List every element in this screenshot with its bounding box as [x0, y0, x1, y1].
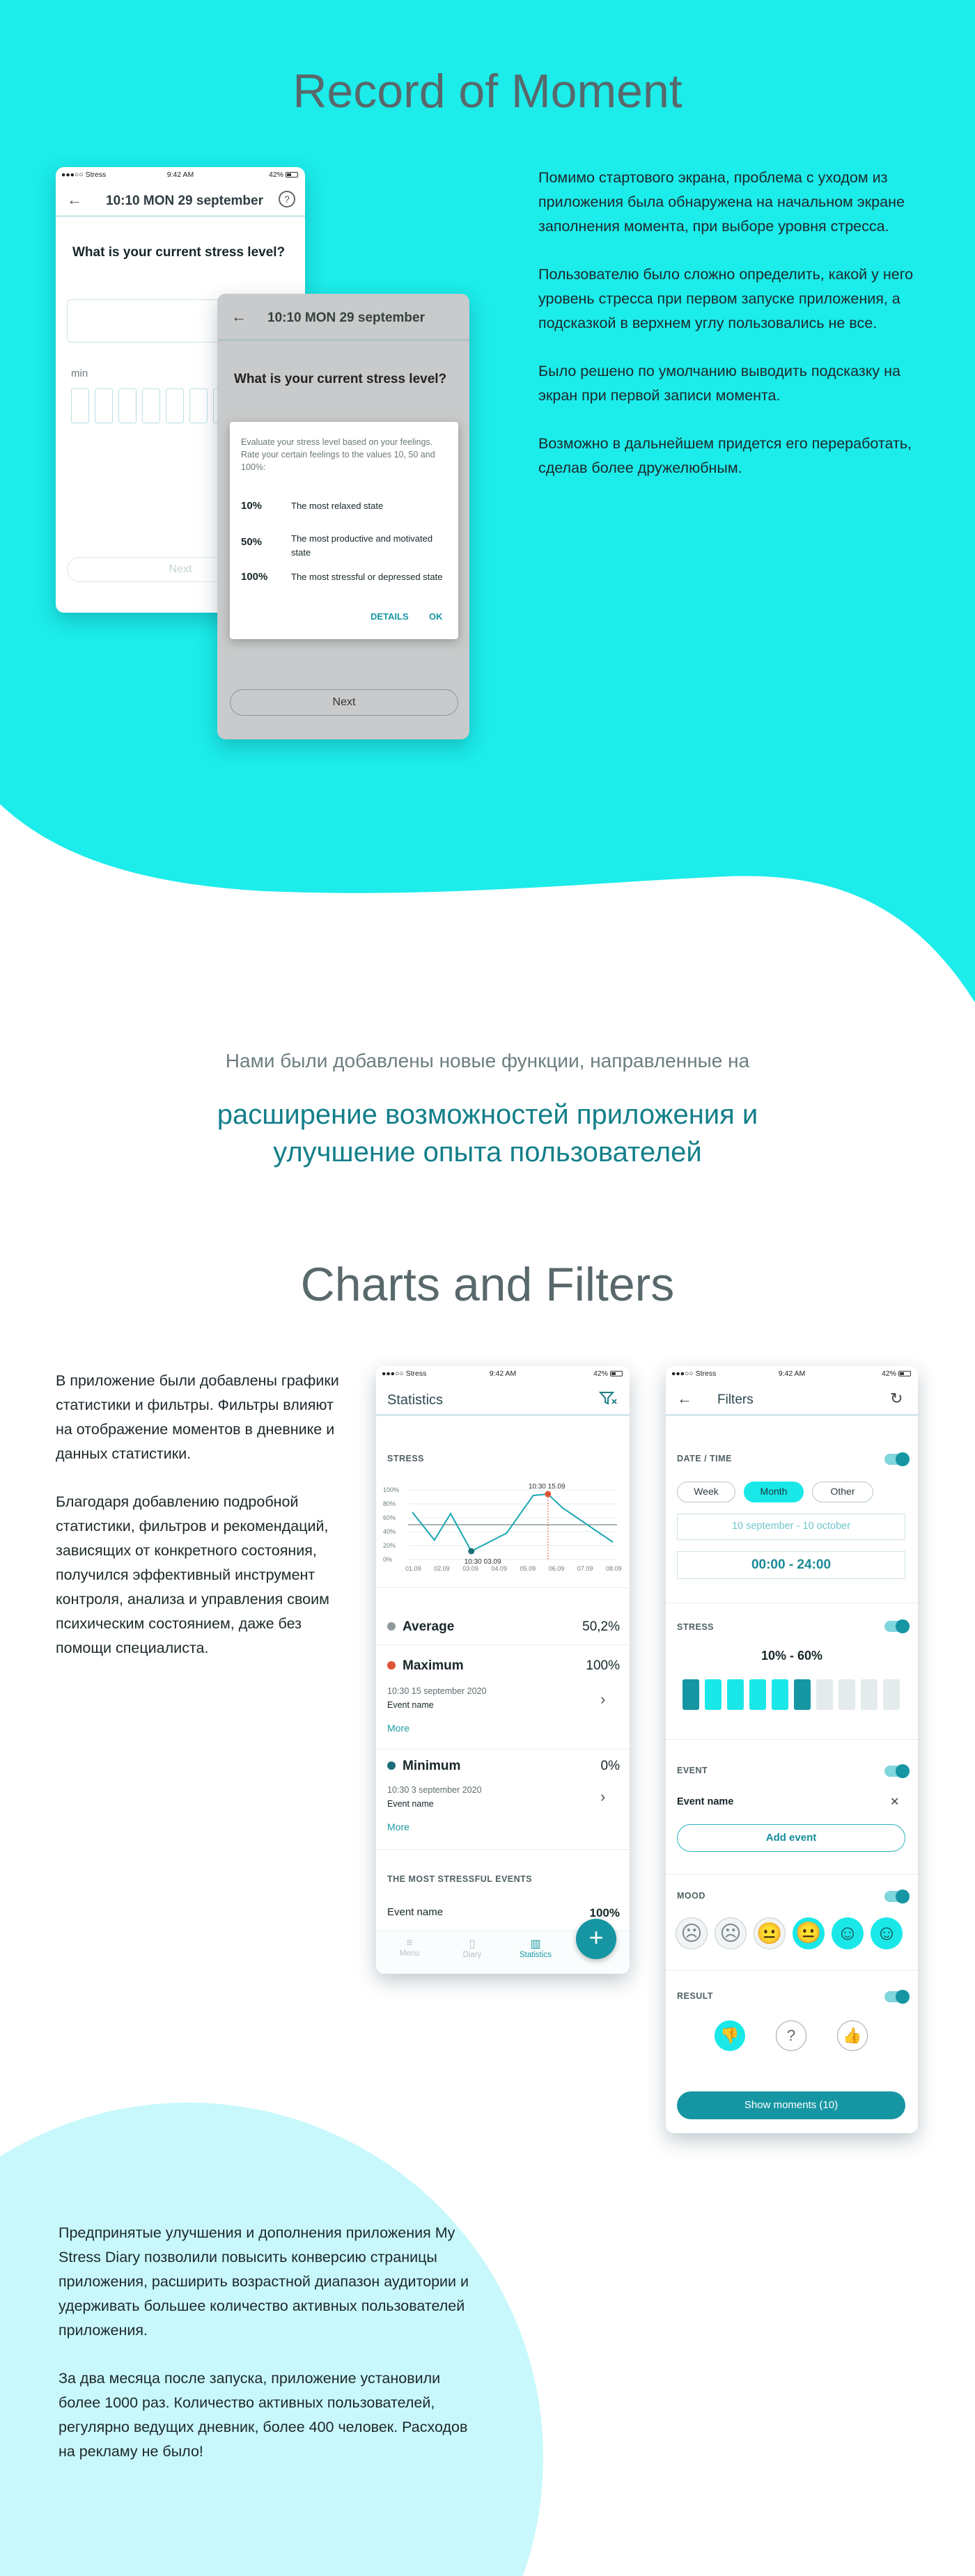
mood-selector[interactable] — [676, 1917, 912, 1952]
minimum-row: Minimum 0% — [387, 1759, 620, 1774]
maximum-dot — [387, 1661, 396, 1670]
date-time-label: DATE / TIME — [677, 1454, 732, 1463]
paragraph: Благодаря добавлению подробной статистики, фильтров и рекомендаций, зависящих от конкретного состояния, получился эффективный инструмент контроля, анализа и управления своим психическим состоянием, даже без помощи специалиста. — [56, 1493, 329, 1656]
x-tick-label: 02.09 — [434, 1565, 450, 1572]
minimum-value: 0% — [600, 1759, 620, 1773]
y-tick-label: 60% — [383, 1514, 396, 1521]
y-tick-label: 100% — [383, 1486, 400, 1493]
paragraph: Возможно в дальнейшем придется его переработать, сделав более дружелюбным. — [538, 435, 912, 476]
ok-button[interactable]: OK — [429, 611, 443, 622]
back-arrow-icon[interactable]: ← — [677, 1390, 692, 1407]
maximum-row: Maximum 100% — [387, 1658, 620, 1674]
stress-level-cell[interactable] — [838, 1679, 855, 1710]
status-bar: ●●●○○ Stress 9:42 AM 42% — [376, 1366, 630, 1380]
nav-menu[interactable]: ≡ Menu — [396, 1937, 423, 1958]
maximum-value: 100% — [586, 1658, 620, 1673]
app-bar — [376, 1380, 630, 1416]
stress-question: What is your current stress level? — [72, 245, 286, 260]
event-toggle[interactable] — [884, 1766, 908, 1777]
stress-level-cell[interactable] — [772, 1679, 788, 1710]
next-button-disabled[interactable]: Next — [67, 557, 294, 582]
section-title-charts: Charts and Filters — [300, 1258, 675, 1311]
stressful-event-row[interactable]: Event name 100% — [387, 1906, 620, 1919]
neutral-face-icon[interactable]: 😐 — [793, 1917, 825, 1949]
stress-level-cell[interactable] — [749, 1679, 766, 1710]
phone-stress-hint — [217, 294, 469, 739]
x-tick-label: 04.09 — [491, 1565, 507, 1572]
filter-icon[interactable] — [599, 1391, 617, 1406]
question-icon[interactable]: ? — [776, 2020, 806, 2051]
paragraph: За два месяца после запуска, приложение установили более 1000 раз. Количество активных пользователей, регулярно ведущих дневник, более 400 человек. Расходов на рекламу не было! — [58, 2370, 468, 2460]
chip-other[interactable]: Other — [812, 1482, 873, 1502]
mood-toggle[interactable] — [884, 1891, 908, 1902]
max-data-label: 10:30 15.09 — [528, 1483, 566, 1491]
stress-level-cell[interactable] — [794, 1679, 811, 1710]
section1-text — [538, 166, 928, 480]
stress-level-cell[interactable] — [861, 1679, 878, 1710]
reset-icon[interactable]: ↻ — [890, 1390, 903, 1407]
features-lead: Нами были добавлены новые функции, направленные на — [225, 1050, 750, 1071]
minimum-dot — [387, 1761, 396, 1770]
features-highlight: расширение возможностей приложения и улучшение опыта пользователей — [217, 1099, 758, 1168]
screen-title: Filters — [717, 1392, 754, 1407]
chevron-right-icon[interactable]: › — [600, 1788, 606, 1805]
stress-level-cell[interactable] — [816, 1679, 833, 1710]
minimum-more-link[interactable]: More — [387, 1821, 410, 1832]
event-label: EVENT — [677, 1766, 708, 1775]
y-tick-label: 20% — [383, 1542, 396, 1549]
statistics-icon: ▥ — [530, 1938, 541, 1950]
x-tick-label: 08.09 — [606, 1565, 622, 1572]
stress-range-selector[interactable] — [682, 1679, 905, 1710]
phone-filters — [666, 1366, 918, 2133]
mood-label: MOOD — [677, 1891, 705, 1901]
add-event-button[interactable]: Add event — [677, 1824, 905, 1852]
chip-month[interactable]: Month — [744, 1482, 804, 1502]
screen-title: Statistics — [387, 1392, 444, 1408]
paragraph: Пользователю было сложно определить, какой у него уровень стресса при первом запуске приложения, а подсказкой в верхнем углу пользовались не все. — [538, 266, 914, 331]
nav-statistics[interactable]: ▥ Statistics — [511, 1937, 560, 1959]
x-tick-label: 06.09 — [548, 1565, 565, 1572]
menu-icon: ≡ — [406, 1937, 413, 1949]
y-tick-label: 80% — [383, 1500, 396, 1507]
details-button[interactable]: DETAILS — [370, 611, 409, 622]
back-arrow-icon[interactable]: ← — [231, 308, 247, 325]
result-label: RESULT — [677, 1991, 714, 2001]
stress-level-cell[interactable] — [727, 1679, 744, 1710]
average-dot — [387, 1622, 396, 1631]
paragraph: В приложение были добавлены графики статистики и фильтры. Фильтры влияют на отображение моментов в дневнике и данных статистики. — [56, 1372, 339, 1462]
stress-series-line — [412, 1494, 613, 1551]
date-range-field[interactable]: 10 september - 10 october — [677, 1514, 905, 1540]
average-value: 50,2% — [582, 1619, 620, 1634]
event-name: Event name — [677, 1796, 734, 1807]
moment-date: 10:10 MON 29 september — [106, 194, 263, 208]
phone-statistics — [376, 1366, 630, 1974]
maximum-time: 10:30 15 september 2020 — [387, 1686, 487, 1696]
next-button[interactable]: Next — [230, 689, 458, 716]
app-bar — [666, 1380, 918, 1416]
sad-face-icon[interactable]: ☹ — [715, 1917, 747, 1949]
min-label: min — [71, 368, 88, 379]
status-bar: ●●●○○ Stress 9:42 AM 42% — [666, 1366, 918, 1380]
nav-diary[interactable]: ▯ Diary — [458, 1937, 486, 1959]
stress-label: STRESS — [677, 1622, 715, 1632]
x-tick-label: 05.09 — [520, 1565, 536, 1572]
stress-toggle[interactable] — [884, 1621, 908, 1632]
stress-range: 10% - 60% — [760, 1649, 823, 1663]
app-bar — [217, 294, 469, 341]
max-point — [545, 1491, 551, 1498]
stress-level-cell[interactable] — [883, 1679, 900, 1710]
thumbs-up-icon[interactable]: 👍 — [837, 2020, 868, 2051]
x-tick-label: 03.09 — [462, 1565, 478, 1572]
maximum-event: Event name — [387, 1700, 434, 1710]
chip-week[interactable]: Week — [677, 1482, 735, 1502]
add-moment-fab[interactable]: + — [576, 1919, 616, 1959]
time-range-field[interactable]: 00:00 - 24:00 — [677, 1551, 905, 1579]
min-point — [468, 1548, 474, 1555]
hint-dialog: Evaluate your stress level based on your feelings. Rate your certain feelings to the values 10, 50 and 100%: 10% The most relaxed state 50% The most productive and motivated state 100% The most stressful or depressed state DETAILS OK — [230, 422, 458, 639]
help-icon[interactable]: ? — [279, 191, 295, 207]
diary-icon: ▯ — [469, 1938, 476, 1950]
x-tick-label: 01.09 — [405, 1565, 421, 1572]
stress-question: What is your current stress level? — [234, 372, 447, 386]
very-sad-face-icon[interactable]: ☹ — [676, 1917, 708, 1949]
status-bar: ●●●○○ Stress 9:42 AM 42% — [56, 167, 305, 181]
show-moments-button[interactable]: Show moments (10) — [677, 2091, 905, 2119]
chevron-right-icon[interactable]: › — [600, 1690, 606, 1708]
stress-section-label: STRESS — [387, 1454, 425, 1463]
section2-text — [56, 1369, 347, 1660]
stress-line-chart[interactable] — [380, 1477, 624, 1575]
average-row: Average 50,2% — [387, 1619, 620, 1635]
y-tick-label: 40% — [383, 1528, 396, 1535]
close-icon[interactable]: ✕ — [890, 1796, 900, 1808]
minimum-time: 10:30 3 september 2020 — [387, 1785, 482, 1795]
date-toggle[interactable] — [884, 1454, 908, 1465]
moment-date: 10:10 MON 29 september — [267, 311, 425, 325]
closing-text — [58, 2221, 469, 2464]
y-tick-label: 0% — [383, 1556, 393, 1563]
minimum-event: Event name — [387, 1799, 434, 1809]
thumbs-down-icon[interactable]: 👎 — [715, 2020, 745, 2051]
x-tick-label: 07.09 — [577, 1565, 593, 1572]
stressful-events-label: THE MOST STRESSFUL EVENTS — [387, 1874, 533, 1884]
happy-face-icon[interactable]: ☺ — [832, 1917, 864, 1949]
result-toggle[interactable] — [884, 1991, 908, 2002]
stress-level-cell[interactable] — [705, 1679, 722, 1710]
paragraph: Помимо стартового экрана, проблема с уходом из приложения была обнаружена на начальном экране заполнения момента, при выборе уровня стресса. — [538, 169, 905, 235]
hint-intro: Evaluate your stress level based on your feelings. Rate your certain feelings to the values 10, 50 and 100%: — [241, 437, 435, 472]
very-happy-face-icon[interactable]: ☺ — [871, 1917, 903, 1949]
back-arrow-icon[interactable]: ← — [67, 191, 82, 208]
section-title-record: Record of Moment — [292, 65, 682, 118]
app-bar — [56, 181, 305, 217]
neutral-face-icon[interactable]: 😐 — [754, 1917, 786, 1949]
paragraph: Предпринятые улучшения и дополнения приложения My Stress Diary позволили повысить конверсию страницы приложения, расширить возрастной диапазон аудитории и удерживать большее количество активных пользователей приложения. — [58, 2224, 469, 2339]
stress-level-cell[interactable] — [682, 1679, 699, 1710]
paragraph: Было решено по умолчанию выводить подсказку на экран при первой записи момента. — [538, 363, 900, 404]
min-data-label: 10:30 03.09 — [464, 1558, 501, 1566]
maximum-more-link[interactable]: More — [387, 1722, 410, 1734]
